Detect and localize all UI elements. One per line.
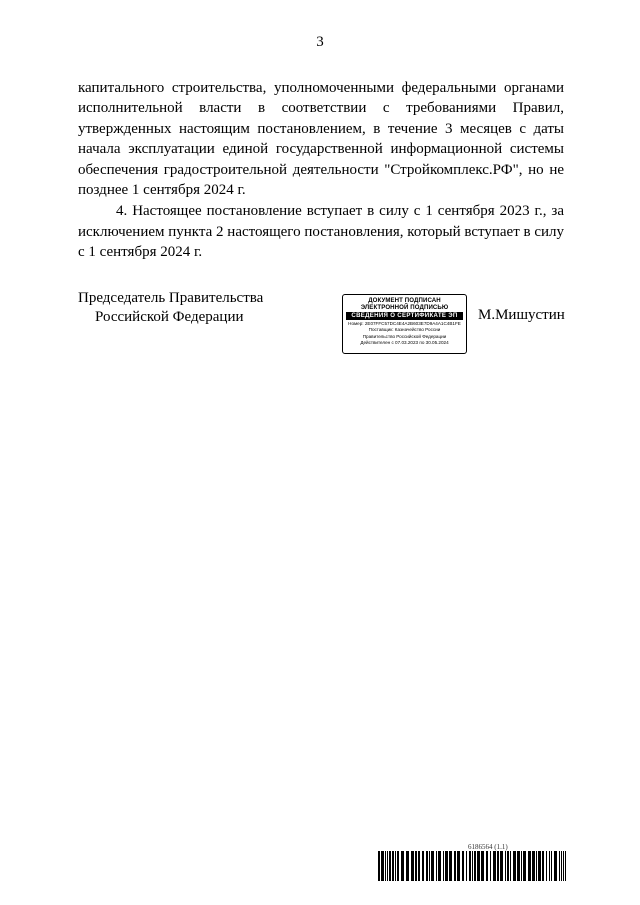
stamp-line1: ДОКУМЕНТ ПОДПИСАН bbox=[368, 297, 441, 304]
stamp-certificate-number: Номер: 2E07FFC57DC4E4A2B603E7D9A4A1C4B1FE bbox=[348, 321, 461, 326]
page-number: 3 bbox=[316, 34, 324, 50]
signatory-position-line1: Председатель Правительства bbox=[78, 290, 264, 306]
barcode bbox=[378, 851, 568, 881]
stamp-certificate-bar: СВЕДЕНИЯ О СЕРТИФИКАТЕ ЭП bbox=[346, 312, 463, 320]
document-code: 6186564 (1.1) bbox=[468, 843, 508, 851]
stamp-line2: ЭЛЕКТРОННОЙ ПОДПИСЬЮ bbox=[360, 304, 449, 311]
stamp-issuer-line1: Поставщик: Казначейство России bbox=[368, 327, 441, 333]
stamp-validity: Действителен с 07.03.2023 по 30.05.2024 bbox=[360, 339, 449, 345]
electronic-signature-stamp bbox=[342, 294, 467, 354]
paragraph-4: 4. Настоящее постановление вступает в силу с 1 сентября 2023 г., за исключением пункта 2 настоящего постановления, который вступает в силу с 1 сентября 2024 г. bbox=[78, 203, 565, 261]
paragraph-continuation: капитального строительства, уполномоченными федеральными органами исполнительной власти в соответствии с требованиями Правил, утвержденных настоящим постановлением, в течение 3 месяцев с даты начала эксплуатации единой государственной информационной системы обеспечения градостроительной деятельности "Стройкомплекс.РФ", но не позднее 1 сентября 2024 г. bbox=[78, 80, 564, 199]
signatory-position-line2: Российской Федерации bbox=[95, 309, 244, 325]
signer-name: М.Мишустин bbox=[478, 307, 565, 323]
document-body bbox=[78, 78, 564, 263]
signatory-position bbox=[78, 289, 338, 327]
stamp-issuer-line2: Правительство Российской Федерации bbox=[362, 333, 447, 339]
